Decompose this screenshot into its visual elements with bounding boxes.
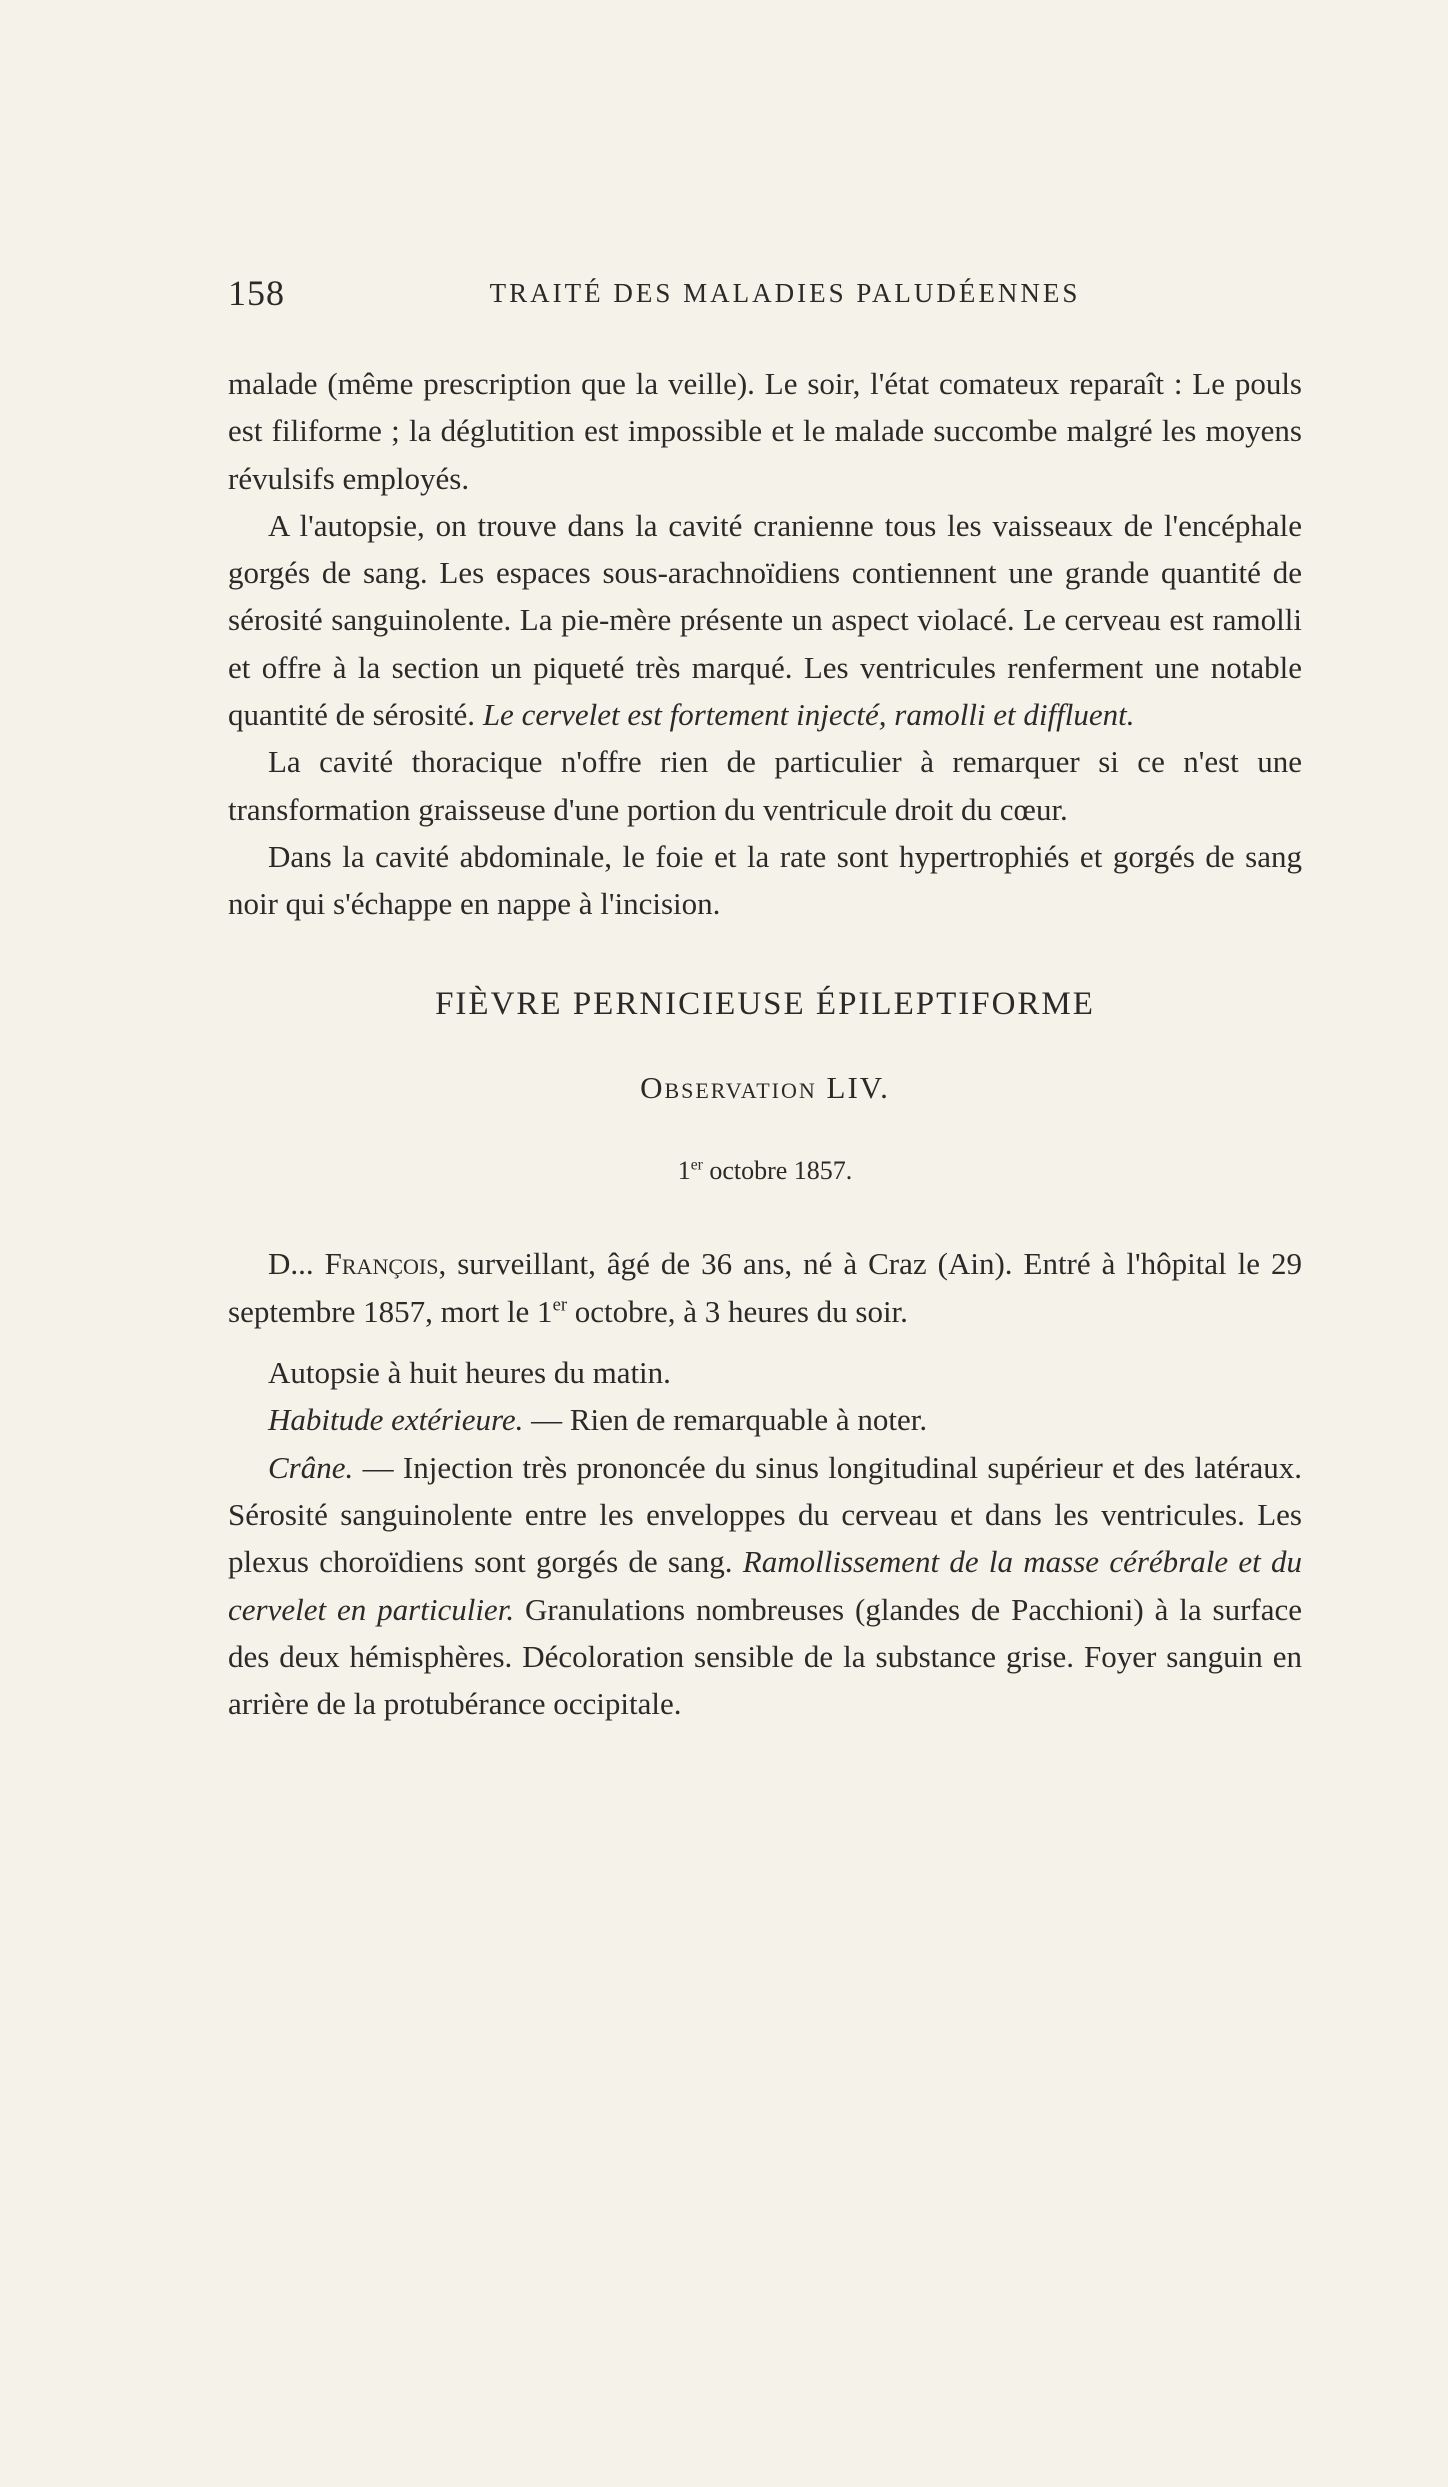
italic-label: Crâne. [268,1449,354,1485]
superscript: er [552,1294,568,1316]
paragraph-text: surveillant, âgé de 36 ans, né à Craz (Ain). Entré à l'hôpital le 29 septembre 1857, mort le 1 [228,1246,1303,1329]
paragraph-text: — Rien de remarquable à noter. [531,1402,928,1438]
paragraph-text: La cavité thoracique n'offre rien de particulier à remarquer si ce n'est une transformation graisseuse d'une portion du ventricule droit du cœur. [228,744,1302,827]
date-superscript: er [690,1156,703,1174]
paragraph-thorax [228,738,1302,833]
paragraph-text: — Injection très prononcée du sinus longitudinal supérieur et des latéraux. Sérosité sanguinolente entre les enveloppes du cerveau et dans les ventricules. Les plexus choroïdiens sont gorgés de sang. [228,1449,1303,1580]
paragraph-text: octobre, à 3 heures du soir. [574,1293,908,1329]
body-text [228,360,1302,1727]
section-title: FIÈVRE PERNICIEUSE ÉPILEPTIFORME [435,985,1095,1022]
italic-phrase: Le cervelet est fortement injecté, ramolli et diffluent. [482,697,1135,733]
observation-label: Observation [640,1069,817,1105]
patient-name: François, [324,1246,447,1282]
paragraph-crane [228,1444,1302,1728]
paragraph-continuation [228,360,1302,502]
running-title: TRAITÉ DES MALADIES PALUDÉENNES [489,278,1081,308]
patient-initial: D... [268,1246,314,1282]
paragraph-patient [228,1240,1302,1335]
paragraph-autopsy-time [228,1349,1302,1396]
date-day: 1 [677,1156,691,1186]
paragraph-text: Dans la cavité abdominale, le foie et la rate sont hypertrophiés et gorgés de sang noir qui s'échappe en nappe à l'incision. [228,838,1302,922]
running-head [228,272,1302,322]
date-rest: octobre 1857. [709,1156,853,1186]
paragraph-autopsy [228,502,1302,738]
paragraph-text: Granulations nombreuses (glandes de Pacchioni) à la surface des deux hémisphères. Décoloration sensible de la substance grise. Foyer sanguin en arrière de la protubérance occipitale. [228,1591,1302,1722]
paragraph-text: malade (même prescription que la veille). Le soir, l'état comateux reparaît : Le pouls est filiforme ; la déglutition est impossible et le malade succombe malgré les moyens révulsifs employés. [228,366,1302,496]
paragraph-habitude [228,1396,1302,1443]
observation-number: LIV. [826,1069,890,1105]
paragraph-text: A l'autopsie, on trouve dans la cavité cranienne tous les vaisseaux de l'encéphale gorgés de sang. Les espaces sous-arachnoïdiens contiennent une grande quantité de sérosité sanguinolente. La pie-mère présente un aspect violacé. Le cerveau est ramolli et offre à la section un piqueté très marqué. Les ventricules renferment une notable quantité de sérosité. [228,507,1302,733]
observation-title [228,1064,1302,1111]
italic-label: Habitude extérieure. [268,1402,524,1438]
paragraph-text: Autopsie à huit heures du matin. [268,1355,671,1391]
page-number: 158 [228,273,285,313]
paragraph-abdomen [228,833,1302,928]
italic-phrase: Ramollissement de la masse cérébrale et du cervelet en particulier. [228,1544,1303,1627]
observation-date [228,1147,1302,1194]
